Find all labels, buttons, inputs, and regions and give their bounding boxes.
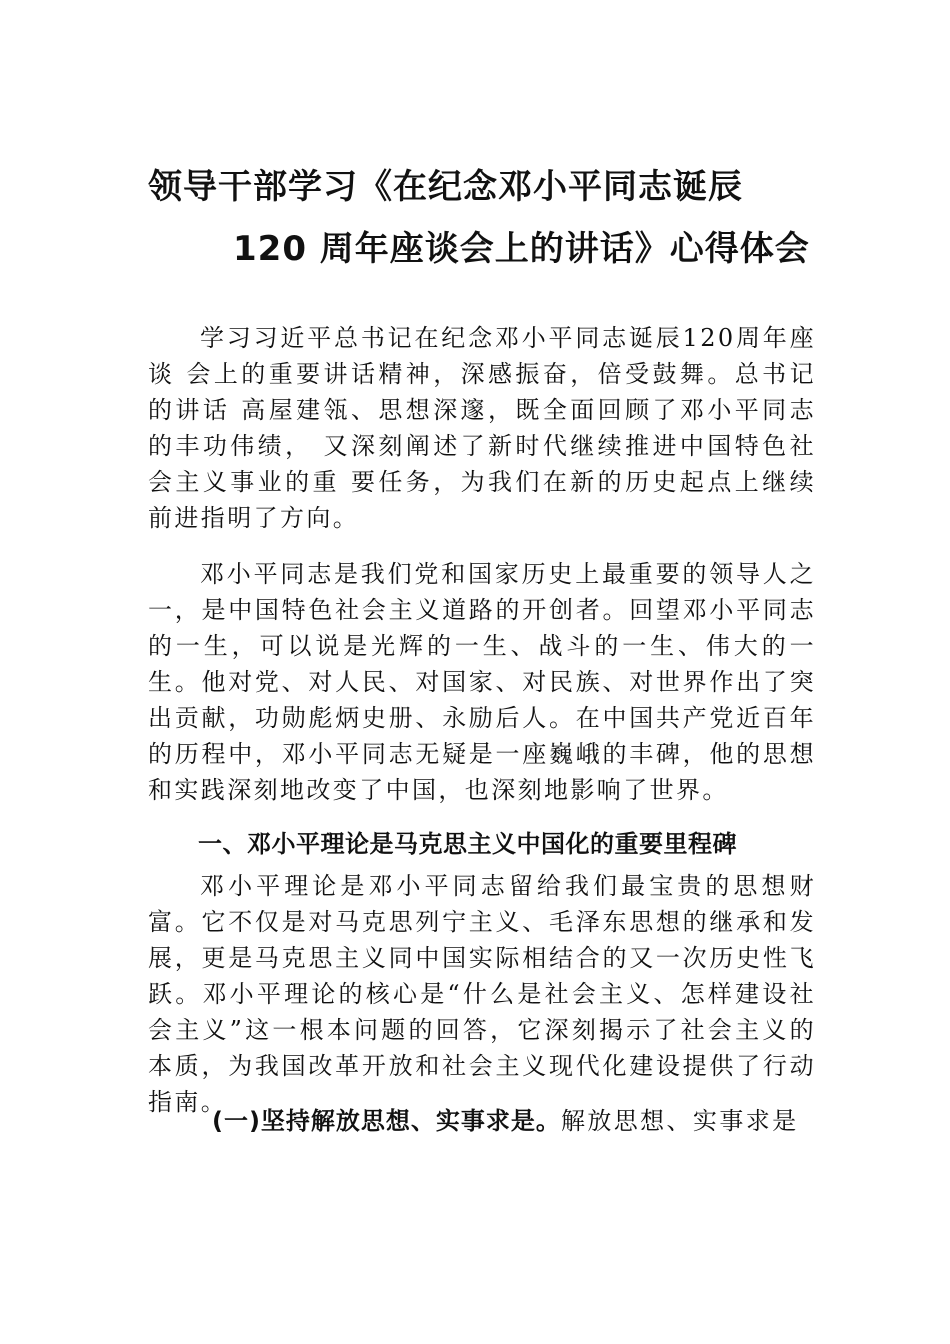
intro-paragraph: 学习习近平总书记在纪念邓小平同志诞辰120周年座谈 会上的重要讲话精神，深感振奋，倍受鼓舞。总书记的讲话 高屋建瓴、思想深邃，既全面回顾了邓小平同志的丰功伟绩， 又深刻阐述了新时代继续推进中国特色社会主义事业的重 要任务，为我们在新的历史起点上继续前进指明了方向。: [148, 324, 816, 532]
body-paragraph: 邓小平同志是我们党和国家历史上最重要的领导人之一，是中国特色社会主义道路的开创者。回望邓小平同志的一生，可以说是光辉的一生、战斗的一生、伟大的一生。他对党、对人民、对国家、对民族、对世界作出了突出贡献，功勋彪炳史册、永励后人。在中国共产党近百年的历程中，邓小平同志无疑是一座巍峨的丰碑，他的思想和实践深刻地改变了中国，也深刻地影响了世界。: [148, 560, 816, 804]
section-heading: 一、邓小平理论是马克思主义中国化的重要里程碑: [198, 830, 737, 858]
document-title-line-2: 120 周年座谈会上的讲话》心得体会: [233, 229, 810, 269]
subsection-text: 解放思想、实事求是: [560, 1107, 799, 1135]
subsection-heading: (一)坚持解放思想、实事求是。: [212, 1107, 561, 1135]
document-title-line-1: 领导干部学习《在纪念邓小平同志诞辰: [148, 167, 743, 207]
subsection-line: [212, 1103, 799, 1140]
section-paragraph: 邓小平理论是邓小平同志留给我们最宝贵的思想财富。它不仅是对马克思列宁主义、毛泽东思想的继承和发展，更是马克思主义同中国实际相结合的又一次历史性飞跃。邓小平理论的核心是“什么是社会主义、怎样建设社会主义”这一根本问题的回答，它深刻揭示了社会主义的本质，为我国改革开放和社会主义现代化建设提供了行动指南。: [148, 872, 816, 1116]
